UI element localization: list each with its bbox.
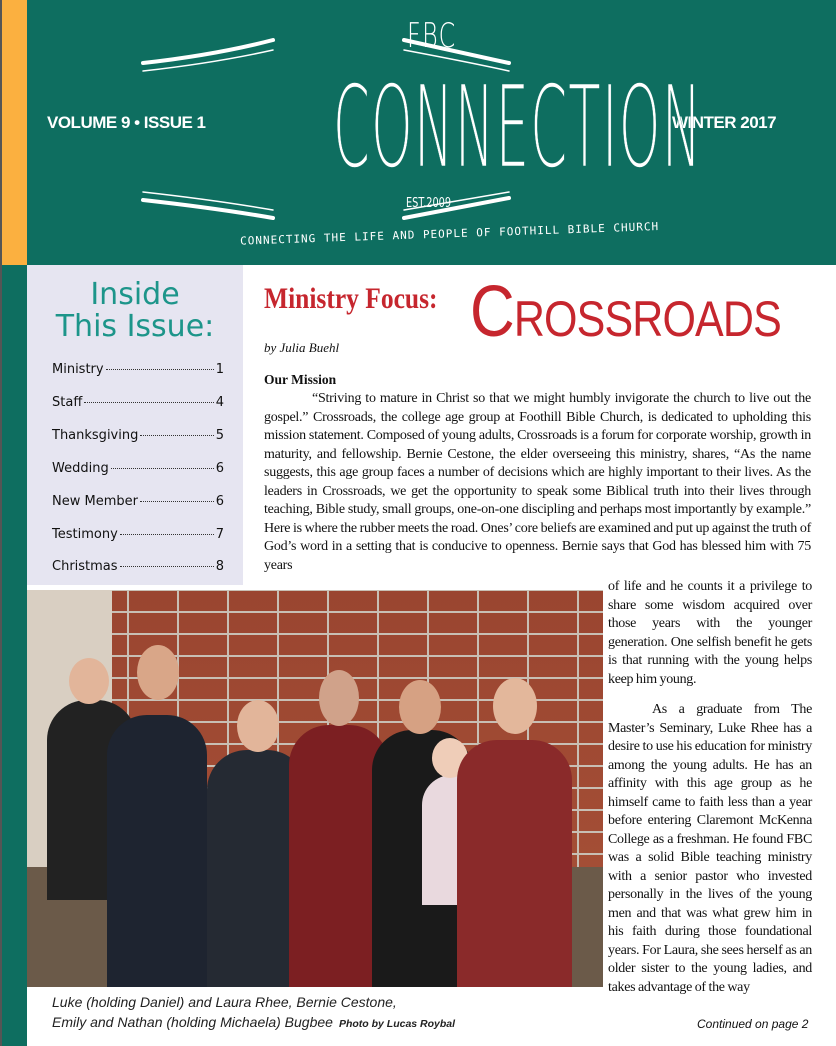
toc-label: Ministry <box>52 362 104 377</box>
photo-caption <box>52 992 592 1034</box>
article-paragraph: of life and he counts it a privilege to share some wisdom acquired over those years with the younger generation. One selfish benefit he gets is that running with the young helps keep him young. <box>608 579 812 687</box>
group-photo <box>27 590 603 987</box>
toc-item[interactable] <box>52 362 224 378</box>
toc-item[interactable] <box>52 395 224 411</box>
toc-label: Testimony <box>52 527 118 542</box>
toc-page: 1 <box>215 362 224 377</box>
logo-fbc: FBC <box>407 16 457 56</box>
section-heading: Our Mission <box>264 372 337 387</box>
toc-label: New Member <box>52 494 138 509</box>
article-paragraph: “Striving to mature in Christ so that we might humbly invigorate the church to live out the gospel.” Crossroads, the college age group at Foothill Bible Church, is dedicated to upholding this mission statement. Composed of young adults, Crossroads is a forum for corporate worship, growth in maturity, and fellowship. Bernie Cestone, the elder overseeing this ministry, shares, “As the name suggests, this age group faces a number of decisions which are highly important to their lives. As the leaders in Crossroads, we get the opportunity to speak some Biblical truth into their lives through teaching, Bible study, small groups, one-on-one discipling and perhaps most importantly by example.” Here is where the rubber meets the road. Ones’ core beliefs are examined and put up against the truth of God’s word in a setting that is conducive to openness. Bernie says that God has blessed him with 75 years <box>264 391 811 573</box>
toc-page: 6 <box>215 461 224 476</box>
toc-label: Thanksgiving <box>52 428 139 443</box>
sidebar-title-line1: Inside <box>90 277 180 312</box>
toc-item[interactable] <box>52 527 224 543</box>
toc-page: 7 <box>215 527 224 542</box>
toc-page: 4 <box>215 395 224 410</box>
toc-page: 5 <box>215 428 224 443</box>
tagline: CONNECTING THE LIFE AND PEOPLE OF FOOTHILL BIBLE CHURCH <box>239 220 660 248</box>
right-column <box>608 578 812 997</box>
article-paragraph: As a graduate from The Master’s Seminary, Luke Rhee has a desire to use his education for ministry among the young adults. He has an affinity with this age group as he himself came to faith less than a year before entering Claremont McKenna College as a freshman. He found FBC was a solid Bible teaching ministry with a senior pastor who invested personally in the lives of the young men and that was what grew him in his faith during those foundational years. For Laura, she sees herself as an older sister to the young ladies, and takes advantage of the way <box>608 702 812 995</box>
season: WINTER 2017 <box>672 113 777 132</box>
continued-note[interactable]: Continued on page 2 <box>697 1017 809 1031</box>
volume-issue: VOLUME 9 • ISSUE 1 <box>47 113 206 132</box>
toc-item[interactable] <box>52 428 224 444</box>
orange-accent-bar <box>2 0 27 265</box>
caption-line: Luke (holding Daniel) and Laura Rhee, Bernie Cestone, <box>52 994 397 1010</box>
caption-line: Emily and Nathan (holding Michaela) Bugbee <box>52 1014 333 1030</box>
toc-page: 6 <box>215 494 224 509</box>
toc-page: 8 <box>215 559 224 574</box>
article-title-prefix: Ministry Focus: <box>264 282 438 315</box>
teal-side-bar <box>2 265 27 1046</box>
photo-credit: Photo by Lucas Roybal <box>338 1018 456 1030</box>
toc-label: Staff <box>52 395 83 410</box>
article-title: Crossroads <box>470 272 781 352</box>
sidebar-title-line2: This Issue: <box>55 309 215 344</box>
inside-this-issue <box>27 265 243 585</box>
toc-label: Wedding <box>52 461 109 476</box>
toc-label: Christmas <box>52 559 118 574</box>
toc-item[interactable] <box>52 461 224 477</box>
toc-item[interactable] <box>52 494 224 510</box>
sidebar-title <box>27 279 243 343</box>
masthead <box>27 0 836 265</box>
logo-connection: CONNECTION <box>333 63 703 193</box>
logo-est: EST.2009 <box>406 196 452 211</box>
byline: by Julia Buehl <box>264 340 340 355</box>
toc-item[interactable] <box>52 559 224 575</box>
